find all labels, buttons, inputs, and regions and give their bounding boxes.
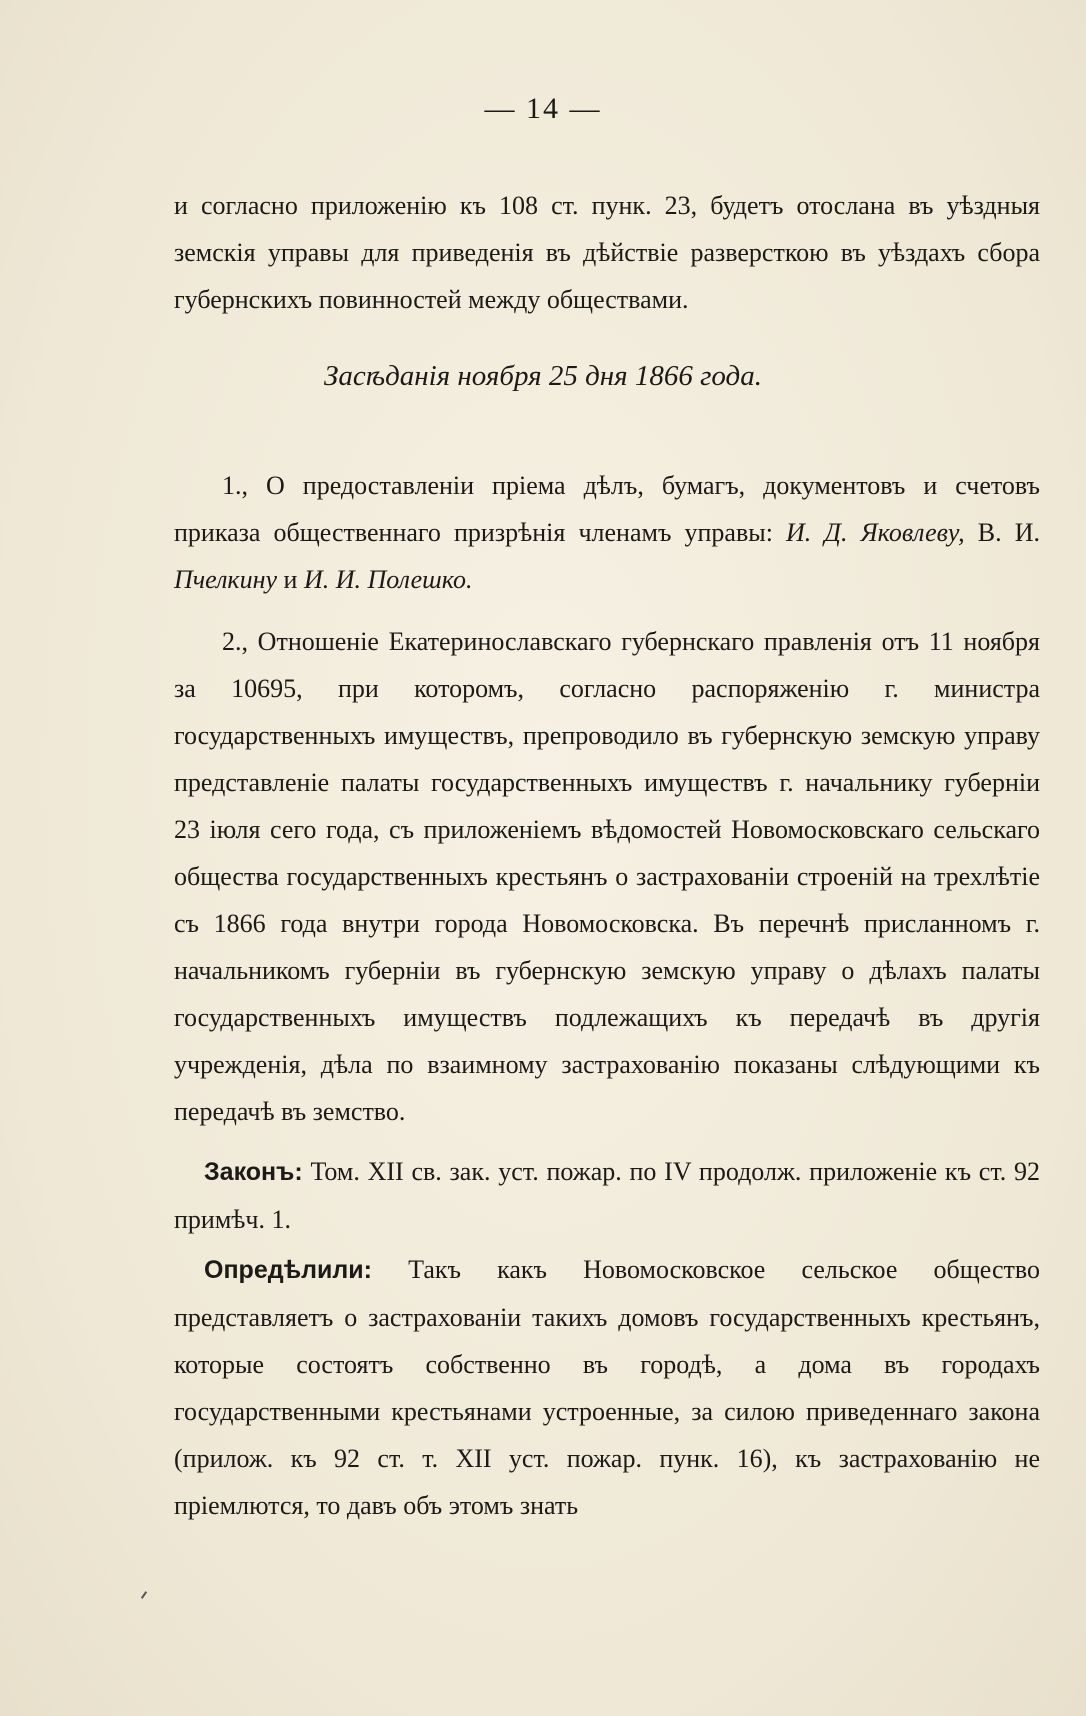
law-paragraph (174, 1148, 1040, 1243)
stray-pen-mark (141, 1591, 147, 1599)
name-poleshko: И. И. Полешко. (303, 565, 473, 594)
resolution-text: Такъ какъ Новомосковское сельское общество представляетъ о застрахованіи такихъ домовъ государственныхъ крестьянъ, которые состоятъ собственно въ городѣ, а дома въ городахъ государственными крестьянами устроенные, за силою приведеннаго закона (прилож. къ 92 ст. т. XII уст. пожар. пунк. 16), къ застрахованію не пріемлются, то давъ объ этомъ знать (174, 1255, 1040, 1520)
continuation-paragraph: и согласно приложенію къ 108 ст. пунк. 23, будетъ отослана въ уѣздныя земскія управы для приведенія въ дѣйствіе разверсткою въ уѣздахъ сбора губернскихъ повинностей между обществами. (174, 191, 1040, 314)
law-text: Том. XII св. зак. уст. пожар. по IV продолж. приложеніе къ ст. 92 примѣч. 1. (174, 1157, 1040, 1234)
session-heading: Засѣданія ноября 25 дня 1866 года. (324, 360, 762, 392)
item-1-mid-2: и (277, 565, 304, 594)
resolution-paragraph (174, 1246, 1040, 1529)
item-2-paragraph: 2., Отношеніе Екатеринославскаго губернскаго правленія отъ 11 ноября за 10695, при которомъ, согласно распоряженію г. министра государственныхъ имуществъ, препроводило въ губернскую земскую управу представленіе палаты государственныхъ имуществъ г. начальнику губерніи 23 іюля сего года, съ приложеніемъ вѣдомостей Новомосковскаго сельскаго общества государственныхъ крестьянъ о застрахованіи строеній на трехлѣтіе съ 1866 года внутри города Новомосковска. Въ перечнѣ присланномъ г. начальникомъ губерніи въ губернскую земскую управу о дѣлахъ палаты государственныхъ имуществъ подлежащихъ къ передачѣ въ другія учрежденія, дѣла по взаимному застрахованію показаны слѣдующими къ передачѣ въ земство. (174, 627, 1040, 1126)
page-number: — 14 — (484, 92, 602, 125)
item-1-mid-1: В. И. (964, 518, 1041, 547)
name-yakovlev: И. Д. Яковлеву, (786, 518, 965, 547)
resolution-label: Опредѣлили: (204, 1256, 372, 1284)
law-label: Законъ: (204, 1158, 303, 1186)
item-1-paragraph (174, 462, 1040, 603)
item-1-lead: 1., О предоставленіи пріема дѣлъ, бумагъ, документовъ и счетовъ приказа общественнаго призрѣнія членамъ управы: (174, 471, 1040, 547)
name-pchelkin: Пчелкину (174, 565, 278, 594)
